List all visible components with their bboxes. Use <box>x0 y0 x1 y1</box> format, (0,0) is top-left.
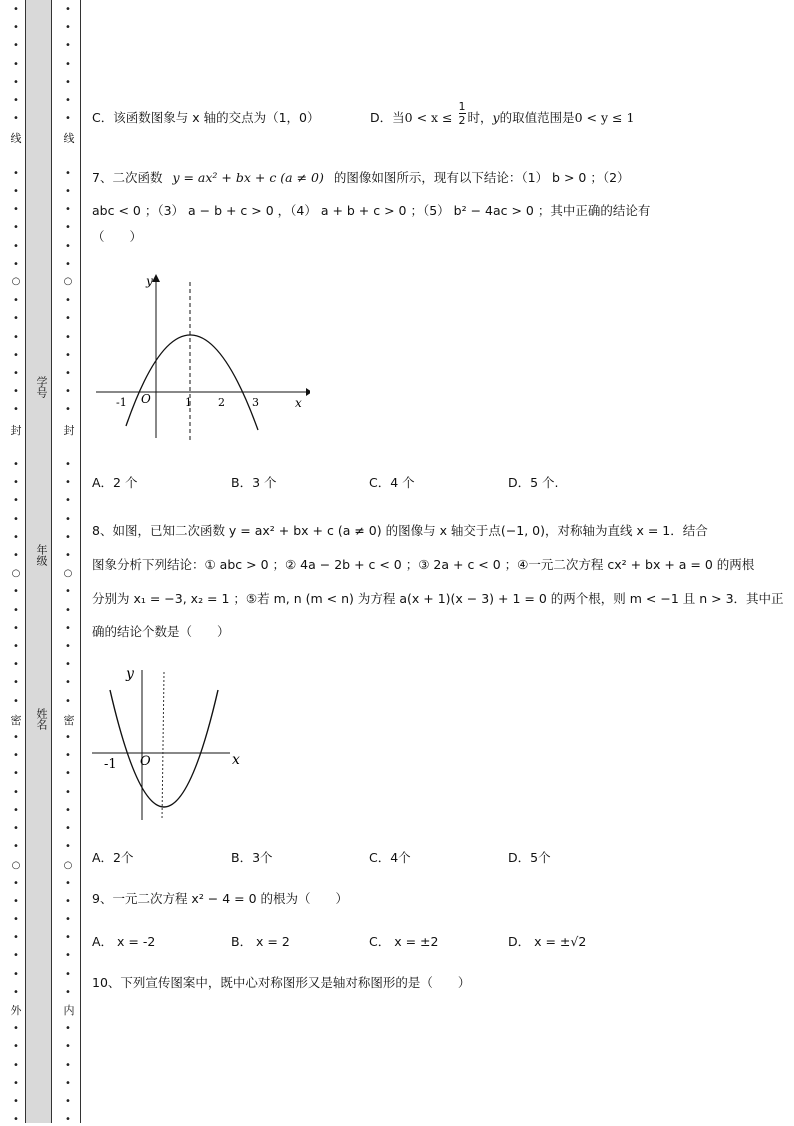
q6-option-d-mid: 时， <box>467 110 493 125</box>
outer-label-mi: 密 <box>10 714 22 727</box>
binding-dot: • <box>13 768 19 780</box>
binding-dot: • <box>65 732 71 743</box>
inner-border-line <box>80 0 81 1123</box>
binding-dot: • <box>13 386 19 398</box>
name-label: 姓名 <box>35 708 48 730</box>
binding-dot: • <box>65 914 71 925</box>
q7-tick-1: 1 <box>185 396 192 409</box>
binding-dot: • <box>13 331 19 343</box>
binding-dot: • <box>65 76 71 88</box>
binding-dot: • <box>13 750 19 762</box>
q8-stem-line1: 8、如图，已知二次函数 y = ax² + bx + c (a ≠ 0) 的图像与 x 轴交于点(−1, 0)，对称轴为直线 x = 1．结合 <box>92 523 708 538</box>
q8-tick-neg1: -1 <box>104 757 117 772</box>
q7-option-d: D．5 个. <box>508 475 559 490</box>
binding-dot: • <box>65 95 71 106</box>
binding-dot: • <box>65 877 71 889</box>
binding-dot: • <box>65 622 71 634</box>
binding-dot: • <box>65 204 71 216</box>
q8-parabola-graph <box>92 660 252 826</box>
q7-y-label: y <box>146 274 153 288</box>
binding-dot: • <box>13 295 19 307</box>
binding-dot: • <box>65 604 71 616</box>
binding-dot: • <box>65 295 71 307</box>
binding-dot: • <box>13 604 19 616</box>
binding-dot: • <box>13 950 19 962</box>
binding-dot: • <box>13 823 19 834</box>
binding-dot: • <box>65 804 71 816</box>
binding-dot: • <box>65 841 71 853</box>
fraction-denominator: 2 <box>458 114 466 127</box>
binding-dot: • <box>65 950 71 962</box>
inner-label-nei: 内 <box>63 1004 75 1017</box>
binding-dot: • <box>13 58 19 70</box>
binding-dot: • <box>65 258 71 270</box>
q7-suffix: 的图像如图所示，现有以下结论：（1） b > 0 ；（2） <box>333 170 630 185</box>
binding-dot: • <box>13 313 19 325</box>
binding-dot: • <box>13 932 19 944</box>
q9-option-c: C． x = ±2 <box>369 934 439 949</box>
binding-dot: • <box>65 1077 71 1089</box>
binding-dot: • <box>65 477 71 489</box>
q7-y-arrow <box>152 274 160 282</box>
binding-dot: • <box>65 695 71 707</box>
inner-label-feng: 封 <box>63 424 75 437</box>
q6-option-d-prefix: D．当 <box>370 110 405 125</box>
binding-dot: • <box>65 750 71 762</box>
q8-stem-line2: 图象分析下列结论：① abc > 0 ；② 4a − 2b + c < 0 ；③ 2a + c < 0 ；④一元二次方程 cx² + bx + a = 0 的两根 <box>92 557 755 572</box>
binding-dot: • <box>65 349 71 361</box>
binding-dot: • <box>65 513 71 525</box>
q8-axis-of-symmetry <box>162 672 164 820</box>
q8-option-c: C．4个 <box>369 850 411 865</box>
binding-dot: • <box>13 167 19 179</box>
inner-label-mi: 密 <box>63 714 75 727</box>
binding-dot: • <box>13 677 19 689</box>
q7-tick-2: 2 <box>218 396 225 409</box>
binding-dot: • <box>65 386 71 398</box>
binding-dot: • <box>13 1023 19 1035</box>
binding-dot: • <box>65 4 71 15</box>
q7-stem-line2: abc < 0 ；（3） a − b + c > 0 ，（4） a + b + c > 0 ；（5） b² − 4ac > 0 ；其中正确的结论有 <box>92 203 651 218</box>
binding-dot: • <box>13 22 19 34</box>
binding-dot: • <box>65 659 71 671</box>
binding-dot: • <box>13 459 19 470</box>
outer-label-wai: 外 <box>10 1004 22 1017</box>
binding-dot: • <box>65 968 71 980</box>
binding-dot: • <box>13 495 19 507</box>
binding-dot: • <box>13 1077 19 1089</box>
binding-dot: • <box>13 1096 19 1107</box>
q8-parabola-curve <box>110 690 218 807</box>
binding-dot: • <box>13 4 19 15</box>
binding-dot: • <box>13 732 19 743</box>
binding-dot: • <box>65 459 71 470</box>
binding-dot: • <box>65 550 71 561</box>
binding-dot: • <box>13 477 19 489</box>
q9-option-a: A． x = -2 <box>92 934 156 949</box>
q7-parabola-curve <box>126 335 258 430</box>
q7-tick-3: 3 <box>252 396 259 409</box>
binding-circle: ○ <box>11 568 21 579</box>
binding-dot: • <box>65 167 71 179</box>
inner-dot-column <box>63 0 73 1126</box>
binding-dot: • <box>13 968 19 980</box>
binding-dot: • <box>13 841 19 853</box>
q7-x-arrow <box>306 388 310 396</box>
binding-dot: • <box>13 186 19 197</box>
q8-option-a: A．2个 <box>92 850 134 865</box>
binding-dot: • <box>65 895 71 907</box>
binding-dot: • <box>13 786 19 798</box>
q8-y-label: y <box>126 666 134 682</box>
q6-option-c: C．该函数图象与 x 轴的交点为（1，0） <box>92 110 320 125</box>
q10-stem: 10、下列宣传图案中，既中心对称图形又是轴对称图形的是（ ） <box>92 975 471 990</box>
binding-dot: • <box>13 641 19 652</box>
binding-dot: • <box>13 622 19 634</box>
binding-dot: • <box>65 22 71 34</box>
binding-dot: • <box>13 695 19 707</box>
binding-dot: • <box>65 495 71 507</box>
binding-dot: • <box>13 204 19 216</box>
q8-x-label: x <box>232 752 240 768</box>
binding-dot: • <box>13 513 19 525</box>
binding-dot: • <box>65 586 71 598</box>
binding-dot: • <box>13 113 19 125</box>
binding-dot: • <box>65 641 71 652</box>
binding-dot: • <box>13 349 19 361</box>
q6-option-d-math: 0 < x ≤ <box>404 110 453 125</box>
binding-dot: • <box>65 58 71 70</box>
binding-circle: ○ <box>11 276 21 287</box>
binding-dot: • <box>13 404 19 416</box>
binding-margin <box>0 0 82 1126</box>
outer-label-xian: 线 <box>10 132 22 145</box>
binding-dot: • <box>65 986 71 998</box>
binding-dot: • <box>13 877 19 889</box>
q7-parabola-graph <box>94 268 310 444</box>
student-id-label: 学号 <box>35 376 48 398</box>
binding-dot: • <box>13 531 19 543</box>
binding-circle: ○ <box>63 276 73 287</box>
binding-dot: • <box>65 531 71 543</box>
q7-option-b: B．3 个 <box>231 475 277 490</box>
binding-dot: • <box>13 1059 19 1071</box>
outer-label-feng: 封 <box>10 424 22 437</box>
q6-option-d-suffix: 的取值范围是 <box>499 110 575 125</box>
q6-option-d <box>370 100 634 127</box>
q8-origin-label: O <box>140 754 151 769</box>
q8-option-b: B．3个 <box>231 850 273 865</box>
binding-dot: • <box>65 677 71 689</box>
binding-dot: • <box>13 986 19 998</box>
binding-dot: • <box>65 786 71 798</box>
binding-circle: ○ <box>63 860 73 871</box>
binding-dot: • <box>13 550 19 561</box>
binding-dot: • <box>13 368 19 379</box>
binding-dot: • <box>13 586 19 598</box>
q6-option-d-range: 0 < y ≤ 1 <box>574 110 635 125</box>
binding-dot: • <box>65 368 71 379</box>
q7-origin-label: O <box>141 392 151 406</box>
binding-dot: • <box>65 113 71 125</box>
q8-stem-line4: 确的结论个数是（ ） <box>92 624 230 639</box>
binding-dot: • <box>13 76 19 88</box>
binding-dot: • <box>65 1023 71 1035</box>
binding-dot: • <box>65 1059 71 1071</box>
binding-dot: • <box>13 659 19 671</box>
q7-stem-line1 <box>92 168 630 186</box>
binding-dot: • <box>13 914 19 925</box>
fraction-numerator: 1 <box>458 100 466 113</box>
binding-circle: ○ <box>11 860 21 871</box>
binding-dot: • <box>13 1114 19 1126</box>
q7-x-label: x <box>295 396 302 410</box>
binding-dot: • <box>13 222 19 234</box>
q9-option-d: D． x = ±√2 <box>508 934 587 949</box>
q7-prefix: 7、二次函数 <box>92 170 163 185</box>
q8-option-d: D．5个 <box>508 850 551 865</box>
binding-dot: • <box>65 313 71 325</box>
binding-dot: • <box>13 1041 19 1053</box>
outer-dot-column <box>11 0 21 1126</box>
q9-option-b: B． x = 2 <box>231 934 290 949</box>
binding-dot: • <box>13 804 19 816</box>
q7-option-c: C．4 个 <box>369 475 415 490</box>
binding-dot: • <box>65 40 71 52</box>
q8-stem-line3: 分别为 x₁ = −3, x₂ = 1 ；⑤若 m, n (m < n) 为方程 a(x + 1)(x − 3) + 1 = 0 的两个根，则 m < −1 且 n > 3．其中正 <box>92 591 784 606</box>
binding-dot: • <box>65 186 71 197</box>
q7-tick-neg1: -1 <box>116 396 127 409</box>
binding-dot: • <box>65 768 71 780</box>
q7-option-a: A．2 个 <box>92 475 138 490</box>
binding-dot: • <box>13 258 19 270</box>
binding-dot: • <box>13 95 19 106</box>
binding-dot: • <box>65 240 71 252</box>
binding-circle: ○ <box>63 568 73 579</box>
q7-function: y = ax² + bx + c (a ≠ 0) <box>172 170 324 185</box>
binding-dot: • <box>65 404 71 416</box>
binding-dot: • <box>65 932 71 944</box>
q6-option-d-y: y <box>492 110 500 125</box>
binding-dot: • <box>65 1041 71 1053</box>
binding-dot: • <box>65 1114 71 1126</box>
q7-stem-line3: （ ） <box>92 229 143 244</box>
inner-label-xian: 线 <box>63 132 75 145</box>
binding-dot: • <box>65 222 71 234</box>
binding-dot: • <box>13 895 19 907</box>
binding-dot: • <box>65 1096 71 1107</box>
binding-dot: • <box>13 240 19 252</box>
binding-dot: • <box>65 823 71 834</box>
grade-label: 年级 <box>35 544 48 566</box>
q6-fraction <box>459 100 466 127</box>
binding-dot: • <box>65 331 71 343</box>
binding-dot: • <box>13 40 19 52</box>
q9-stem: 9、一元二次方程 x² − 4 = 0 的根为（ ） <box>92 891 349 906</box>
